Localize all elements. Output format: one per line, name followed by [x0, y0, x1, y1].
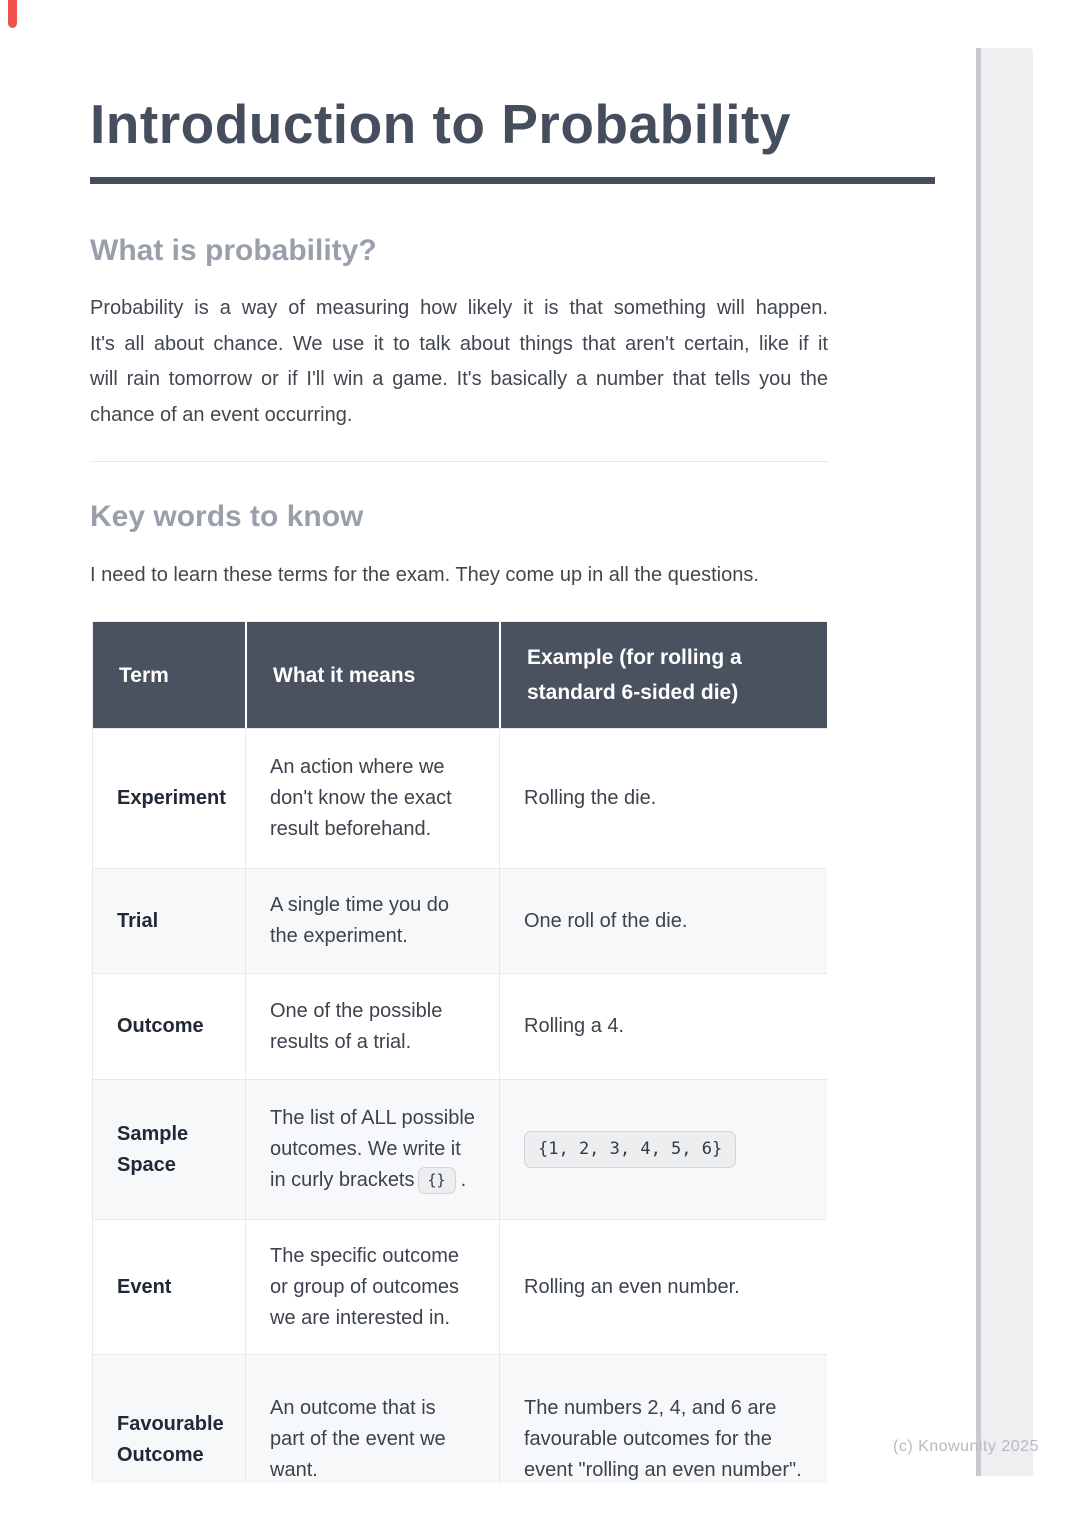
table-row-trial	[93, 868, 827, 973]
column-header-term: Term	[93, 622, 245, 728]
copyright-watermark: (c) Knowunity 2025	[893, 1438, 1039, 1455]
example-cell: Rolling an even number.	[499, 1219, 827, 1354]
table-header-row	[93, 622, 827, 728]
meaning-cell: A single time you do the experiment.	[245, 868, 499, 973]
term-cell: Outcome	[93, 973, 245, 1079]
example-cell: Rolling a 4.	[499, 973, 827, 1079]
meaning-cell: One of the possible results of a trial.	[245, 973, 499, 1079]
keywords-table	[92, 621, 827, 1483]
column-header-example: Example (for rolling a standard 6-sided die)	[499, 622, 827, 728]
page-title: Introduction to Probability	[90, 93, 791, 155]
table-row-sample-space	[93, 1079, 827, 1219]
example-cell: One roll of the die.	[499, 868, 827, 973]
paragraph-line: chance of an event occurring.	[90, 403, 353, 426]
example-cell	[499, 1079, 827, 1219]
meaning-text: The list of ALL possible outcomes. We write it in curly brackets	[270, 1107, 475, 1191]
table-row-favourable-outcome	[93, 1354, 827, 1483]
example-cell: The numbers 2, 4, and 6 are favourable outcomes for the event "rolling an even number".	[499, 1354, 827, 1483]
sample-space-code-chip: {1, 2, 3, 4, 5, 6}	[524, 1131, 736, 1168]
red-flag-marker	[8, 0, 17, 28]
paragraph-line: Probability is a way of measuring how likely it is that something will happen.	[90, 297, 828, 319]
title-underline	[90, 177, 935, 184]
table-row-event	[93, 1219, 827, 1354]
meaning-cell	[245, 1079, 499, 1219]
paragraph-line: It's all about chance. We use it to talk about things that aren't certain, like if it	[90, 332, 828, 355]
term-cell: Event	[93, 1219, 245, 1354]
keywords-table-container	[92, 621, 827, 1483]
meaning-cell: The specific outcome or group of outcomes we are interested in.	[245, 1219, 499, 1354]
curly-brackets-code-chip: {}	[418, 1167, 456, 1194]
section-heading-key-words: Key words to know	[90, 500, 364, 533]
section-divider	[90, 461, 828, 462]
table-row-outcome	[93, 973, 827, 1079]
scrollbar-track[interactable]	[981, 48, 1033, 1476]
keywords-intro-text: I need to learn these terms for the exam. They come up in all the questions.	[90, 564, 759, 586]
section-heading-what-is-probability: What is probability?	[90, 234, 377, 267]
term-cell: Trial	[93, 868, 245, 973]
term-cell: Sample Space	[93, 1079, 245, 1219]
column-header-meaning: What it means	[245, 622, 499, 728]
example-cell: Rolling the die.	[499, 728, 827, 868]
intro-paragraph	[90, 291, 828, 433]
table-row-experiment	[93, 728, 827, 868]
term-cell: Favourable Outcome	[93, 1354, 245, 1483]
term-cell: Experiment	[93, 728, 245, 868]
meaning-suffix: .	[460, 1169, 467, 1191]
meaning-cell: An outcome that is part of the event we want.	[245, 1354, 499, 1483]
paragraph-line: will rain tomorrow or if I'll win a game. It's basically a number that tells you the	[90, 368, 828, 390]
meaning-cell: An action where we don't know the exact result beforehand.	[245, 728, 499, 868]
